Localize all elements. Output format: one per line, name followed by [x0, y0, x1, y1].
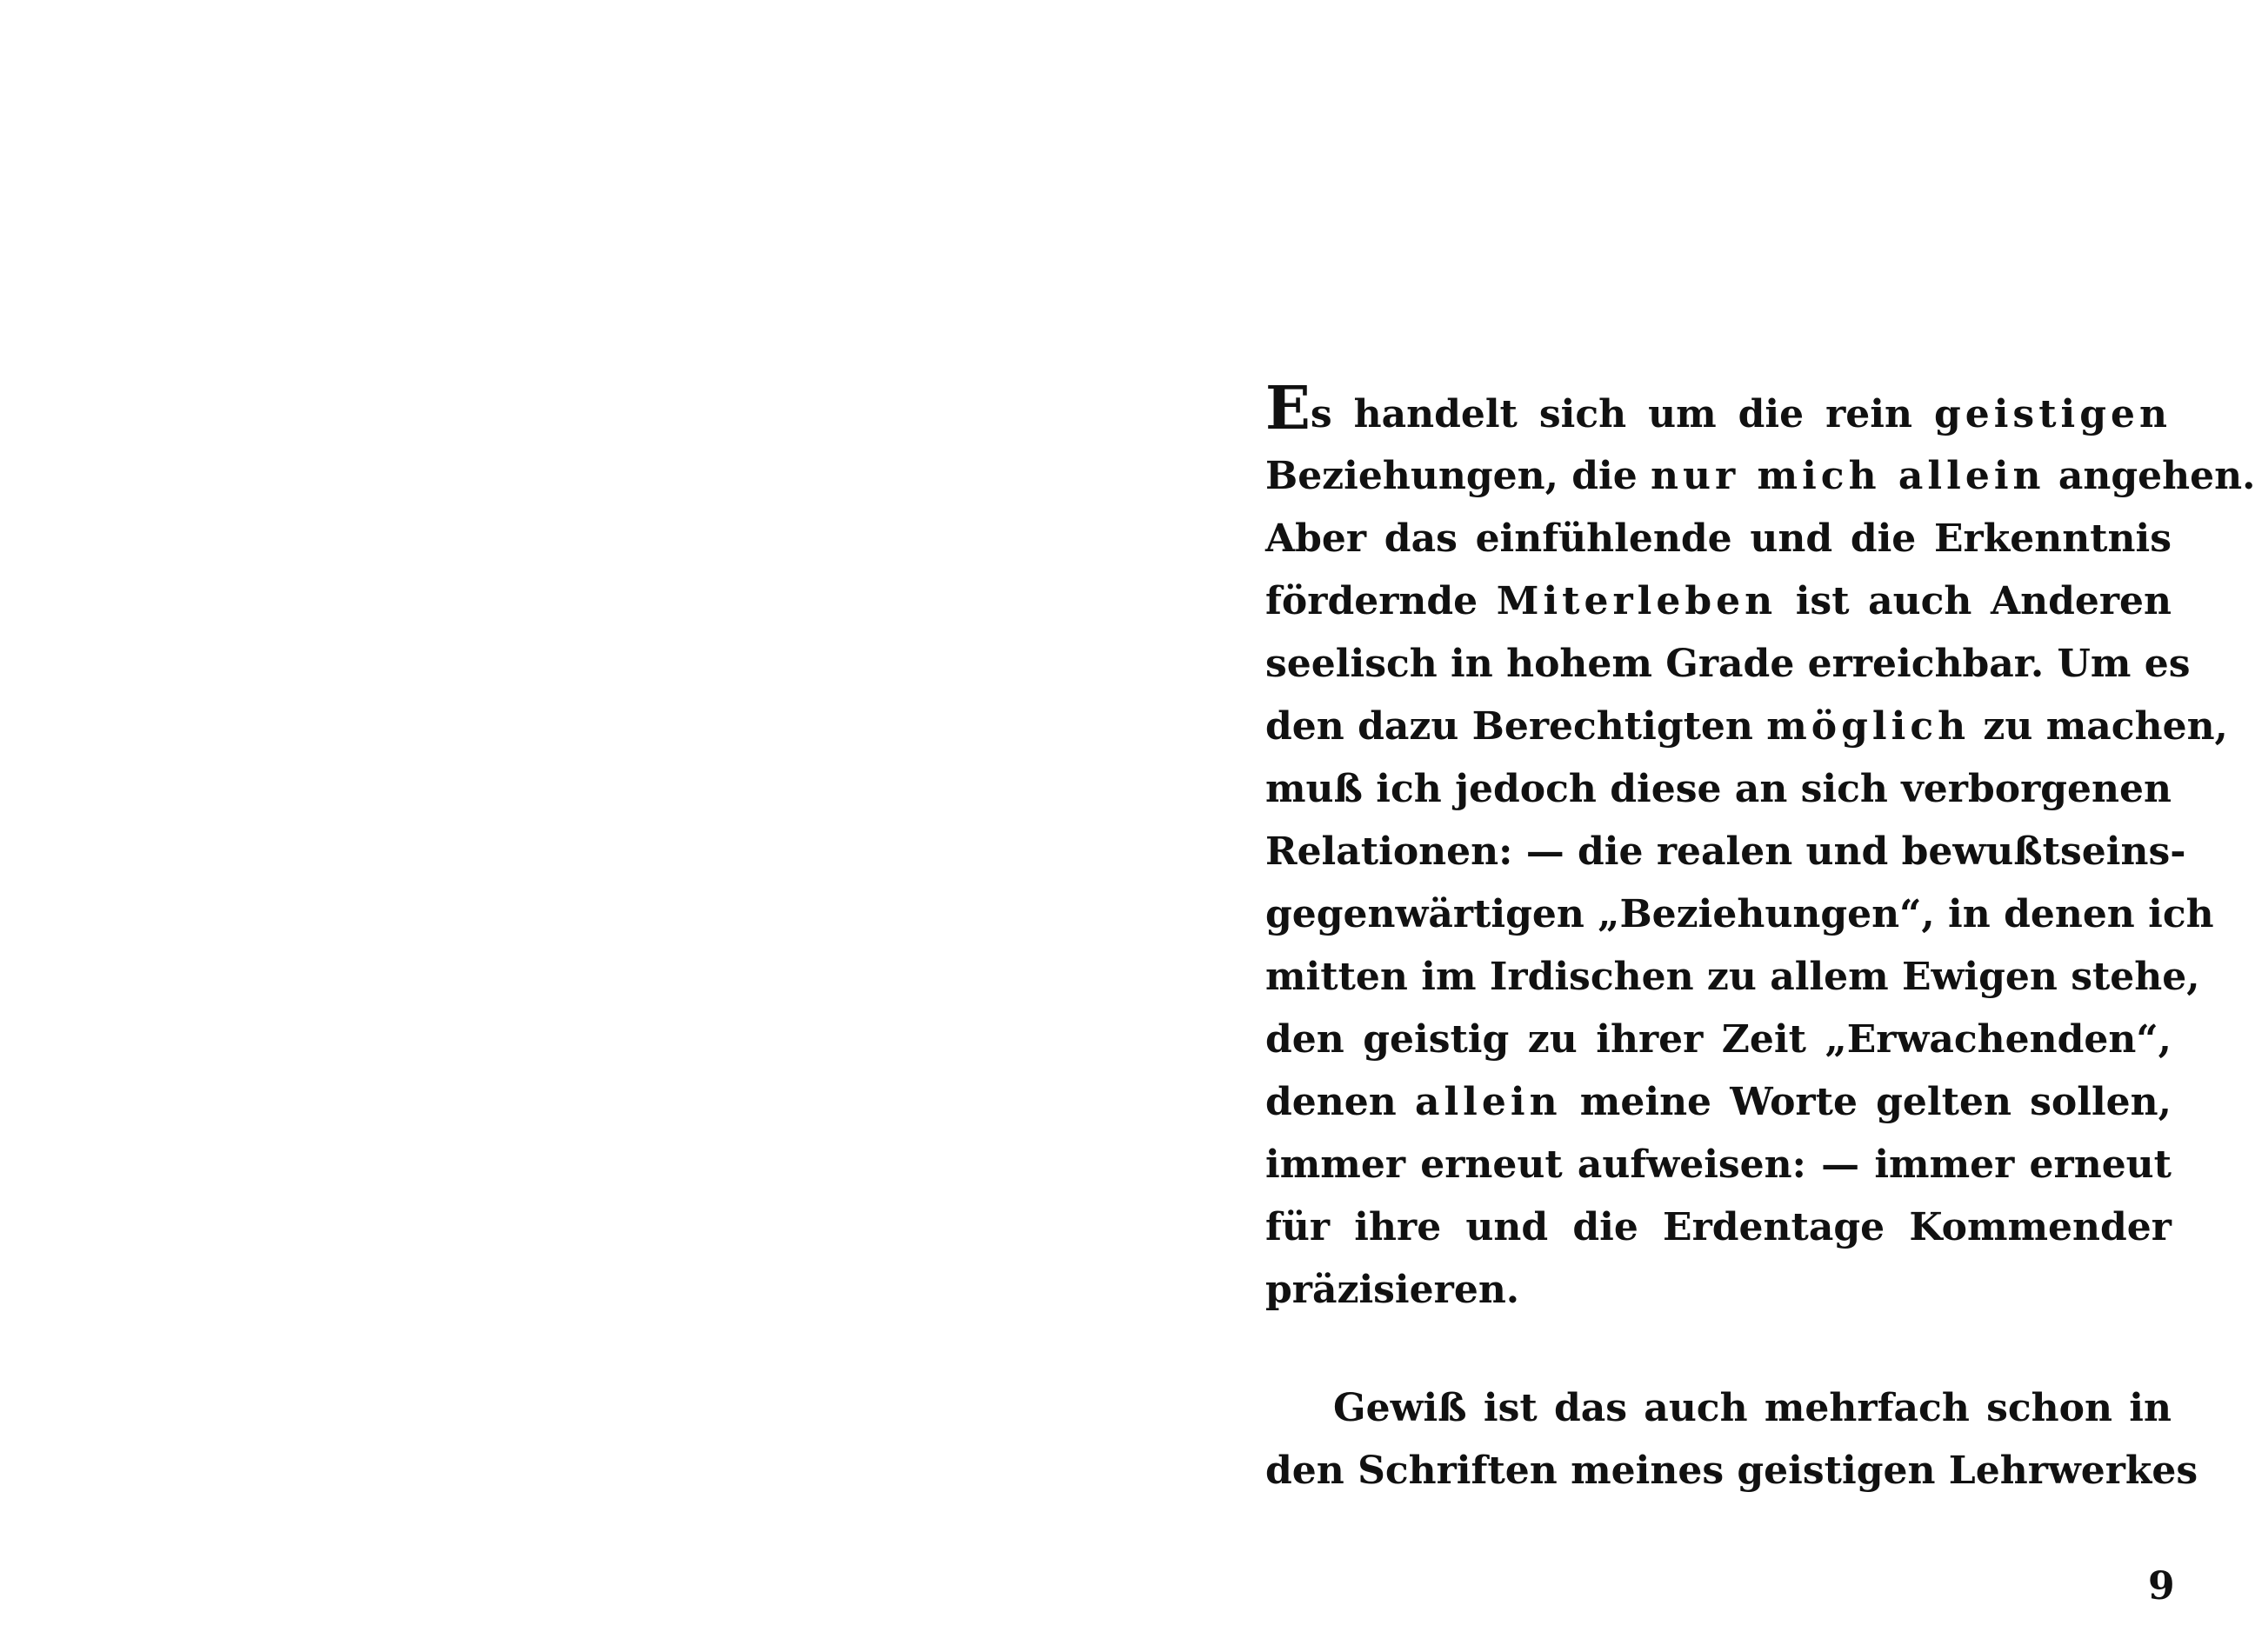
right-page-text: [1265, 374, 2255, 1502]
text-line: präzisieren.: [1265, 1268, 1520, 1312]
text-line: gegenwärtigen „Beziehungen“, in denen ich: [1265, 892, 2214, 936]
text-line: den Schriften meines geistigen Lehrwerkes: [1265, 1449, 2198, 1493]
text-line: Relationen: — die realen und bewußtseins-: [1265, 829, 2186, 874]
text-line: Es handelt sich um die rein geistigen: [1265, 374, 2172, 443]
text-line: seelisch in hohem Grade erreichbar. Um es: [1265, 642, 2191, 686]
page-number: 9: [2148, 1564, 2175, 1609]
text-line: den geistig zu ihrer Zeit „Erwachenden“,: [1265, 1017, 2172, 1062]
text-line: immer erneut aufweisen: — immer erneut: [1265, 1142, 2172, 1187]
text-line: muß ich jedoch diese an sich verborgenen: [1265, 767, 2172, 811]
text-line: den dazu Berechtigten möglich zu machen,: [1265, 704, 2228, 749]
text-line: Aber das einfühlende und die Erkenntnis: [1265, 516, 2172, 561]
text-line: Gewiß ist das auch mehrfach schon in: [1333, 1386, 2172, 1430]
text-line: für ihre und die Erdentage Kommender: [1265, 1205, 2172, 1249]
text-line: denen allein meine Worte gelten sollen,: [1265, 1080, 2172, 1124]
text-line: mitten im Irdischen zu allem Ewigen stehe,: [1265, 955, 2200, 999]
paragraph-gap: [1265, 1322, 2172, 1377]
drop-cap: E: [1265, 374, 1311, 443]
text-line: Beziehungen, die nur mich allein angehen.: [1265, 454, 2255, 498]
text-line: fördernde Miterleben ist auch Anderen: [1265, 579, 2172, 623]
